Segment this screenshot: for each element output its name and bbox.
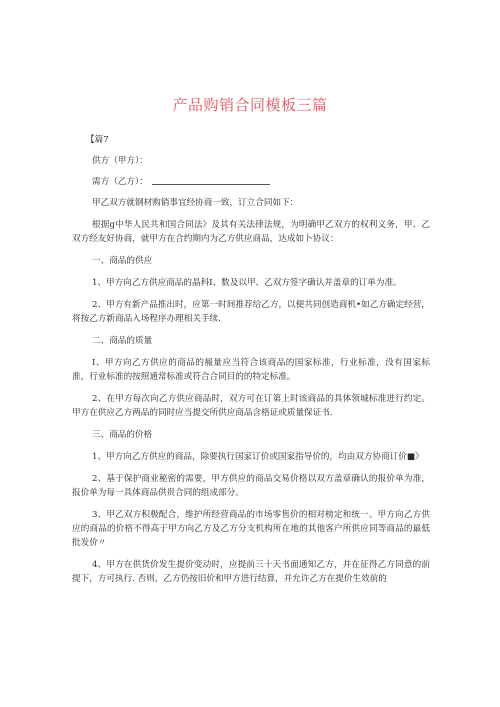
clause-paragraph: 1、甲方向乙方供应的商品，除要执行国家订价或国家指导价的，均由双方协商订价■》 xyxy=(92,452,424,462)
section-marker: 【篇7 xyxy=(86,135,109,145)
clause-paragraph: 1、甲方向乙方供应商品的晶科I、数及以甲、乙双方签字确认并盖章的订单为准。 xyxy=(92,278,402,288)
document-body xyxy=(72,133,430,594)
intro-paragraph: 甲乙双方就钢材购销事宜经协商一致，订立合同如下： xyxy=(92,198,299,208)
clause-paragraph: 2、基于保护商业秘密的需要，甲方供应的商品交易价格以双方盖章确认的报价单为准，报价单为每一具体商品供贵合同的组成部分。 xyxy=(72,474,430,498)
supplier-label: 供方（甲方）： xyxy=(92,156,148,166)
section-heading-quality: 二、商品的质量 xyxy=(92,336,153,346)
clause-paragraph: 4、甲方在供货价发生提价变动时，应提前三十天书面通知乙方，并在征得乙方同意的前提下，方可执行. 否则，乙方仍按旧价和甲方进行结算，并允许乙方在提价生效前的 xyxy=(72,560,430,584)
clause-paragraph: 2、甲方有新产品推出时，应第一时间推荐给乙方，以便共同创造商机•如乙方确定经营，将按乙方新商品入场程序办理相关手续. xyxy=(72,300,430,324)
clause-paragraph: I、甲方向乙方供应的商品的赧量应当符合该商品的国家标准，行业标准，没有国家标准，行业标准的按照通常标准或符合合同目的的特定标准。 xyxy=(72,358,430,382)
buyer-blank-field xyxy=(152,175,270,185)
buyer-line xyxy=(72,175,430,189)
legal-basis-paragraph: 根据g中华人民共和国合同法》及其有关法律法规，为明确甲乙双方的权利义务，甲、乙双方经友好协商，就甲方在合约期内为乙方供应商品，达成如卜协议： xyxy=(72,220,430,244)
buyer-label: 需方（乙方）： xyxy=(92,177,148,187)
section-heading-price: 三、商品的价格 xyxy=(92,430,153,440)
clause-paragraph: 2、在甲方每次向乙方供应商品时，双方可在订第上时该商品的具体领城标准进行约定。甲方在供应乙方两品的同时应当提交所供应商品含格证或质量保证书. xyxy=(72,394,430,418)
clause-paragraph: 3、甲乙双方积极配合，维护所经营商品的市场零售价的相对榜定和统一。甲方向乙方供应的商品的价格不得高于甲方向乙方及乙方分支机构所在地的其他客户所供应同等商品的最低批发价〃 xyxy=(72,510,430,548)
section-heading-supply: 一、商品的供应 xyxy=(92,256,153,266)
document-title: 产品购销合同模板三篇 xyxy=(172,96,328,114)
supplier-line xyxy=(72,154,430,168)
